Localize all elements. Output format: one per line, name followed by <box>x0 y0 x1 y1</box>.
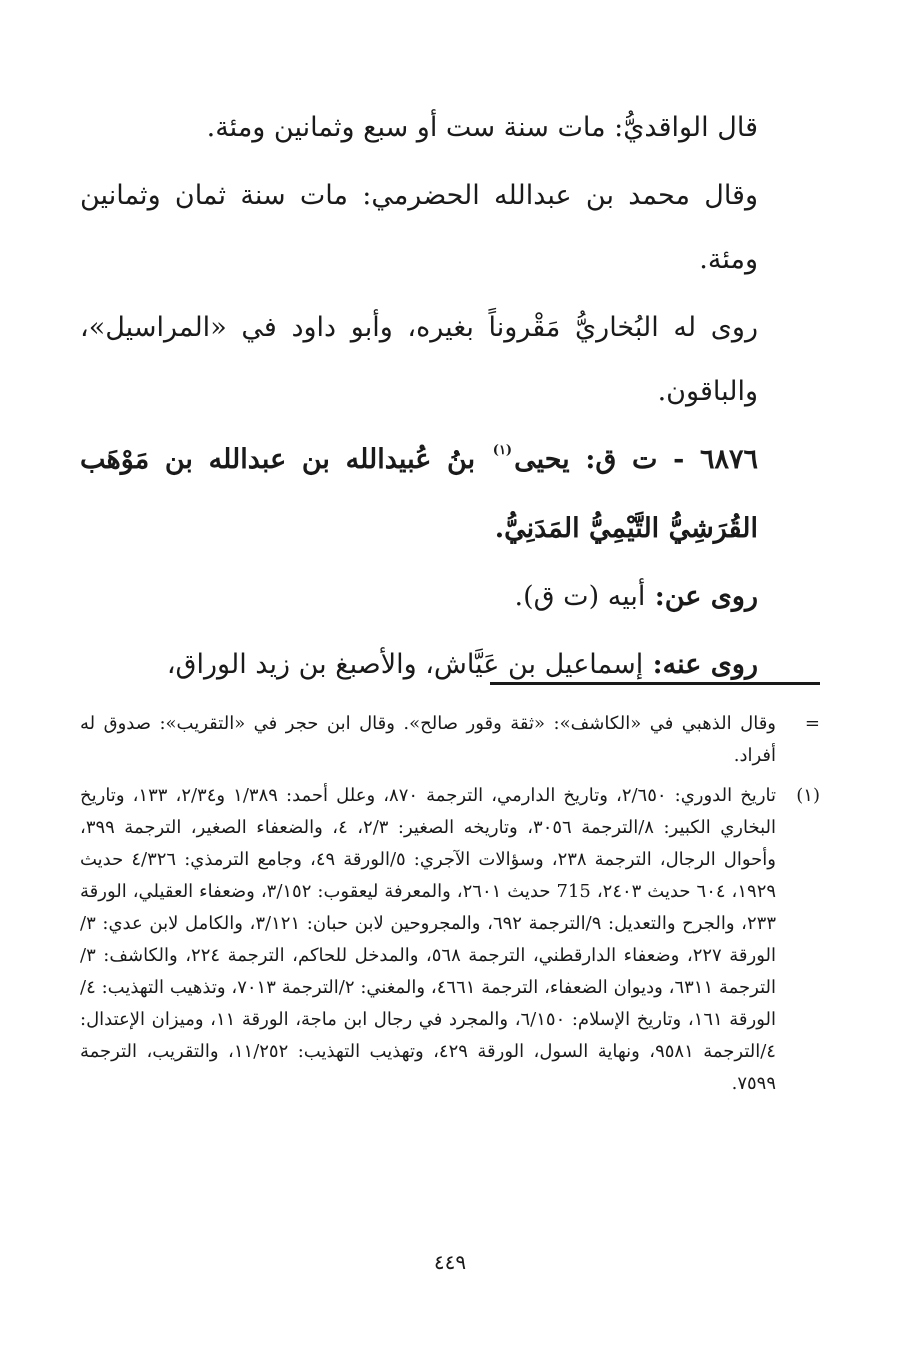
biography-entry <box>80 428 758 561</box>
narrated-from-text: أبيه (ت ق). <box>514 581 646 612</box>
narrated-from-label: روى عن: <box>645 581 758 612</box>
footnote-divider <box>490 682 820 685</box>
entry-number: ٦٨٧٦ - ت ق: <box>569 444 758 475</box>
entry-lineage: بنُ عُبيدالله بن عبدالله بن مَوْهَب القُرَشِيُّ التَّيْمِيُّ المَدَنِيُّ. <box>80 444 758 544</box>
footnote-mark: (١) <box>796 785 820 806</box>
footnote-text: وقال الذهبي في «الكاشف»: «ثقة وقور صالح». وقال ابن حجر في «التقريب»: صدوق له أفراد. <box>80 713 776 766</box>
narrated-by-line <box>80 633 758 697</box>
paragraph-narrators: روى له البُخاريُّ مَقْروناً بغيره، وأبو داود في «المراسيل»، والباقون. <box>80 312 758 407</box>
narrated-by-label: روى عنه: <box>643 649 758 680</box>
footnote-text: تاريخ الدوري: ٢/٦٥٠، وتاريخ الدارمي، الترجمة ٨٧٠، وعلل أحمد: ١/٣٨٩ و٢/٣٤، ١٣٣، وتاريخ البخاري الكبير: ٨/الترجمة ٣٠٥٦، وتاريخه الصغير: ٢/٣، ٤، والضعفاء الصغير، الترجمة ٣٩٩، وأحوال الرجال، الترجمة ٢٣٨، وسؤالات الآجري: ٥/الورقة ٤٩، وجامع الترمذي: ٤/٣٢٦ حديث ١٩٢٩، ٦٠٤ حديث ٢٤٠٣، 715 حديث ٢٦٠١، والمعرفة ليعقوب: ٣/١٥٢، وضعفاء العقيلي، الورقة ٢٣٣، والجرح والتعديل: ٩/الترجمة ٦٩٢، والمجروحين لابن حبان: ٣/١٢١، والكامل لابن عدي: ٣/الورقة ٢٢٧، وضعفاء الدارقطني، الترجمة ٥٦٨، والمدخل للحاكم، الترجمة ٢٢٤، والكاشف: ٣/الترجمة ٦٣١١، وديوان الضعفاء، الترجمة ٤٦٦١، والمغني: ٢/الترجمة ٧٠١٣، وتذهيب التهذيب: ٤/الورقة ١٦١، وتاريخ الإسلام: ٦/١٥٠، والمجرد في رجال ابن ماجة، الورقة ١١، وميزان الإعتدال: ٤/الترجمة ٩٥٨١، ونهاية السول، الورقة ٤٢٩، وتهذيب التهذيب: ١١/٢٥٢، والتقريب، الترجمة ٧٥٩٩. <box>80 785 777 1094</box>
entry-name: يحيى <box>514 444 570 475</box>
narrated-by-text: إسماعيل بن عَيَّاش، والأصبغ بن زيد الوراق، <box>166 649 644 680</box>
page-number: ٤٤٩ <box>433 1250 467 1274</box>
paragraph-hadrami: وقال محمد بن عبدالله الحضرمي: مات سنة ثمان وثمانين ومئة. <box>80 180 758 275</box>
main-text <box>80 96 758 697</box>
paragraph-waqidi: قال الواقديُّ: مات سنة ست أو سبع وثمانين ومئة. <box>206 112 758 143</box>
narrated-from-line <box>80 565 758 629</box>
footnote-mark: = <box>804 713 820 734</box>
footnote-1 <box>80 780 820 1100</box>
footnote-continuation <box>80 708 820 772</box>
footnotes <box>80 708 820 1108</box>
footnote-reference[interactable]: (١) <box>492 443 513 458</box>
